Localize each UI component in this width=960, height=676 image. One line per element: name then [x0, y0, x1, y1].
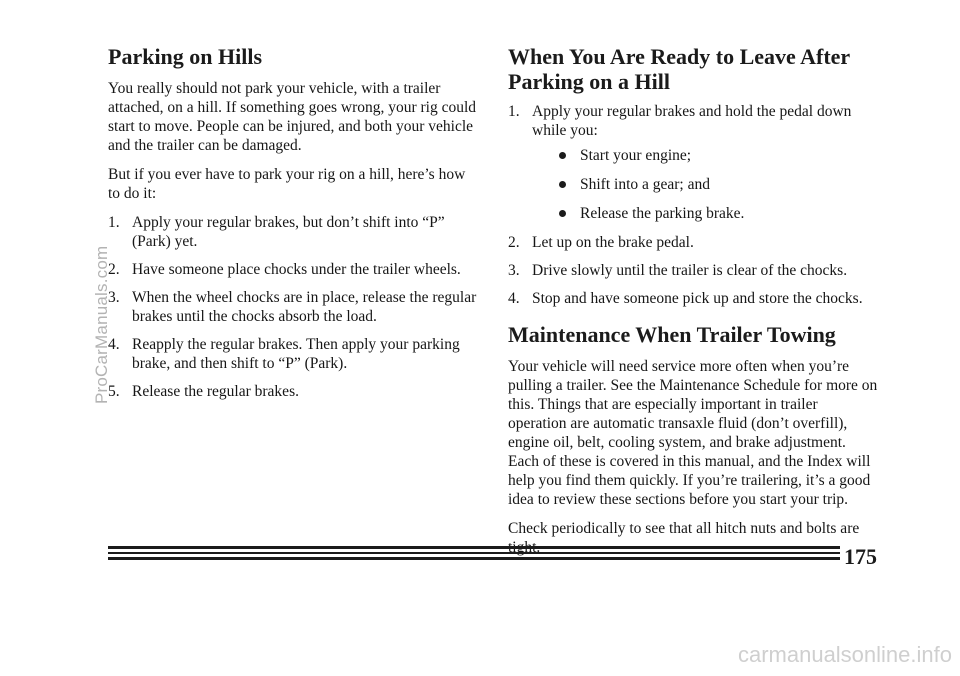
footer-rule: [108, 546, 840, 549]
list-item: [508, 102, 880, 223]
parking-steps-list: [108, 213, 480, 401]
bullet-item: Start your engine;: [532, 146, 880, 165]
step-number: 1.: [508, 103, 520, 120]
list-item: [508, 261, 880, 280]
list-item: [508, 233, 880, 252]
list-item: [108, 288, 480, 326]
page-number: 175: [844, 544, 877, 569]
step-text: Reapply the regular brakes. Then apply your parking brake, and then shift to “P” (Park).: [132, 336, 460, 372]
step-text: Apply your regular brakes, but don’t shift into “P” (Park) yet.: [132, 214, 445, 250]
step-text: Have someone place chocks under the trailer wheels.: [132, 261, 461, 278]
bullet-item: Release the parking brake.: [532, 204, 880, 223]
paragraph: Your vehicle will need service more often when you’re pulling a trailer. See the Maintenance Schedule for more on this. Things that are especially important in trailer operation are automatic transaxle fluid (don’t overfill), engine oil, belt, cooling system, and brake adjustment. Each of these is covered in this manual, and the Index will help you find them quickly. If you’re trailering, it’s a good idea to review these sections before you start your trip.: [508, 358, 878, 508]
right-column: [508, 44, 880, 567]
bullet-list: [532, 146, 880, 223]
paragraph: But if you ever have to park your rig on a hill, here’s how to do it:: [108, 166, 466, 202]
step-text: Drive slowly until the trailer is clear of the chocks.: [532, 262, 848, 279]
step-number: 2.: [508, 234, 520, 251]
paragraph: Check periodically to see that all hitch nuts and bolts are: [508, 520, 860, 537]
list-item: [508, 289, 880, 308]
step-number: 3.: [508, 262, 520, 279]
step-number: 4.: [508, 290, 520, 307]
leave-steps-list: [508, 102, 880, 308]
step-text: Release the regular brakes.: [132, 383, 299, 400]
list-item: [108, 213, 480, 251]
step-text: When the wheel chocks are in place, release the regular brakes until the chocks absorb the load.: [132, 289, 477, 325]
step-text: Let up on the brake pedal.: [532, 234, 694, 251]
step-number: 4.: [108, 336, 120, 353]
step-number: 1.: [108, 214, 120, 231]
bottom-watermark: carmanualsonline.info: [737, 642, 952, 667]
list-item: [108, 382, 480, 401]
step-number: 5.: [108, 383, 120, 400]
side-watermark: ProCarManuals.com: [92, 245, 111, 404]
step-number: 2.: [108, 261, 120, 278]
list-item: [108, 260, 480, 279]
footer-rule: [108, 557, 840, 560]
step-text: Stop and have someone pick up and store the chocks.: [532, 290, 863, 307]
footer-rule: [108, 552, 840, 554]
step-text: Apply your regular brakes and hold the pedal down while you:: [532, 103, 852, 139]
left-column: [108, 44, 480, 410]
bullet-item: Shift into a gear; and: [532, 175, 880, 194]
heading-ready-to-leave: When You Are Ready to Leave After Parking on a Hill: [508, 44, 850, 94]
paragraph: You really should not park your vehicle, with a trailer attached, on a hill. If something goes wrong, your rig could start to move. People can be injured, and both your vehicle and the trailer can be damaged.: [108, 80, 477, 154]
list-item: [108, 335, 480, 373]
bullet-icon: [559, 152, 566, 159]
heading-maintenance-trailer-towing: Maintenance When Trailer Towing: [508, 322, 836, 347]
bullet-icon: [559, 181, 566, 188]
heading-parking-on-hills: Parking on Hills: [108, 44, 263, 69]
bullet-icon: [559, 210, 566, 217]
step-number: 3.: [108, 289, 120, 306]
